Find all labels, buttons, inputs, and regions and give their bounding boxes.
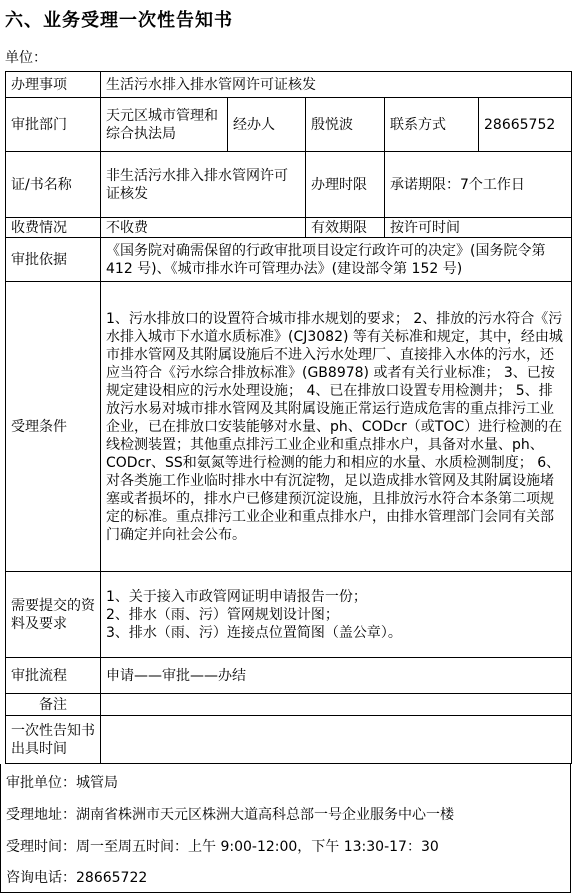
docs-item: 3、排水（雨、污）连接点位置简图（盖公章）。 [106,624,402,641]
row-cert [6,152,572,218]
row-issue-time [6,716,572,764]
row-docs [6,572,572,658]
unit-label: 单位： [5,50,47,66]
flow-value: 申请——审批——办结 [101,658,572,694]
flow-label: 审批流程 [6,658,101,694]
contact-label: 联系方式 [385,98,479,152]
notice-form-table [5,71,572,764]
page-title: 六、业务受理一次性告知书 [5,10,233,31]
cert-label: 证/书名称 [6,152,101,218]
item-value: 生活污水排入排水管网许可证核发 [101,72,572,98]
issue-label: 一次性告知书出具时间 [6,716,101,764]
row-basis [6,238,572,282]
address: 受理地址：湖南省株洲市天元区株洲大道高科总部一号企业服务中心一楼 [6,807,454,823]
docs-list [101,572,572,658]
cond-value: 1、污水排放口的设置符合城市排水规划的要求； 2、排放的污水符合《污水排入城市下水道水质标准》(CJ3082) 等有关标准和规定，其中，经由城市排水管网及其附属设施后不进入污水处理厂、直接排入水体的污水，还应当符合《污水综合排放标准》(GB8978) 或者有关行业标准； 3、已按规定建设相应的污水处理设施； 4、已在排放口设置专用检测井； 5、排放污水易对城市排水管网及其附属设施正常运行造成危害的重点排污工业企业，已在排放口安装能够对水量、ph、CODcr（或TOC）进行检测的在线检测装置；其他重点排污工业企业和重点排水户，具备对水量、ph、CODcr、SS和氨氮等进行检测的能力和相应的水量、水质检测制度； 6、对各类施工作业临时排水中有沉淀物，足以造成排水管网及其附属设施堵塞或者损坏的，排水户已修建预沉淀设施，且排放污水符合本条第二项规定的标准。重点排污工业企业和重点排水户，由排水管理部门会同有关部门确定并向社会公布。 [101,282,572,572]
remark-value [101,694,572,716]
contact-value: 28665752 [479,98,572,152]
row-fee [6,218,572,238]
basis-value: 《国务院对确需保留的行政审批项目设定行政许可的决定》(国务院令第 412 号)、《城市排水许可管理办法》(建设部令第 152 号) [101,238,572,282]
basis-label: 审批依据 [6,238,101,282]
hours: 受理时间：周一至周五时间：上午 9:00-12:00，下午 13:30-17：30 [6,839,439,855]
cert-value: 非生活污水排入排水管网许可证核发 [101,152,306,218]
period-value: 承诺期限：7个工作日 [385,152,572,218]
docs-item: 2、排水（雨、污）管网规划设计图； [106,606,339,623]
valid-value: 按许可时间 [385,218,572,238]
row-remark [6,694,572,716]
item-label: 办理事项 [6,72,101,98]
cond-label: 受理条件 [6,282,101,572]
agent-value: 殷悦波 [306,98,385,152]
row-dept [6,98,572,152]
agent-label: 经办人 [228,98,306,152]
issue-value [101,716,572,764]
remark-label: 备注 [6,694,101,716]
row-conditions [6,282,572,572]
dept-value: 天元区城市管理和综合执法局 [101,98,228,152]
valid-label: 有效期限 [306,218,385,238]
period-label: 办理时限 [306,152,385,218]
row-item [6,72,572,98]
approve-unit: 审批单位：城管局 [6,775,118,791]
row-flow [6,658,572,694]
footer-info [0,764,571,893]
phone: 咨询电话：28665722 [6,870,148,886]
docs-item: 1、关于接入市政管网证明申请报告一份； [106,588,367,605]
fee-label: 收费情况 [6,218,101,238]
docs-label: 需要提交的资料及要求 [6,572,101,658]
dept-label: 审批部门 [6,98,101,152]
fee-value: 不收费 [101,218,306,238]
